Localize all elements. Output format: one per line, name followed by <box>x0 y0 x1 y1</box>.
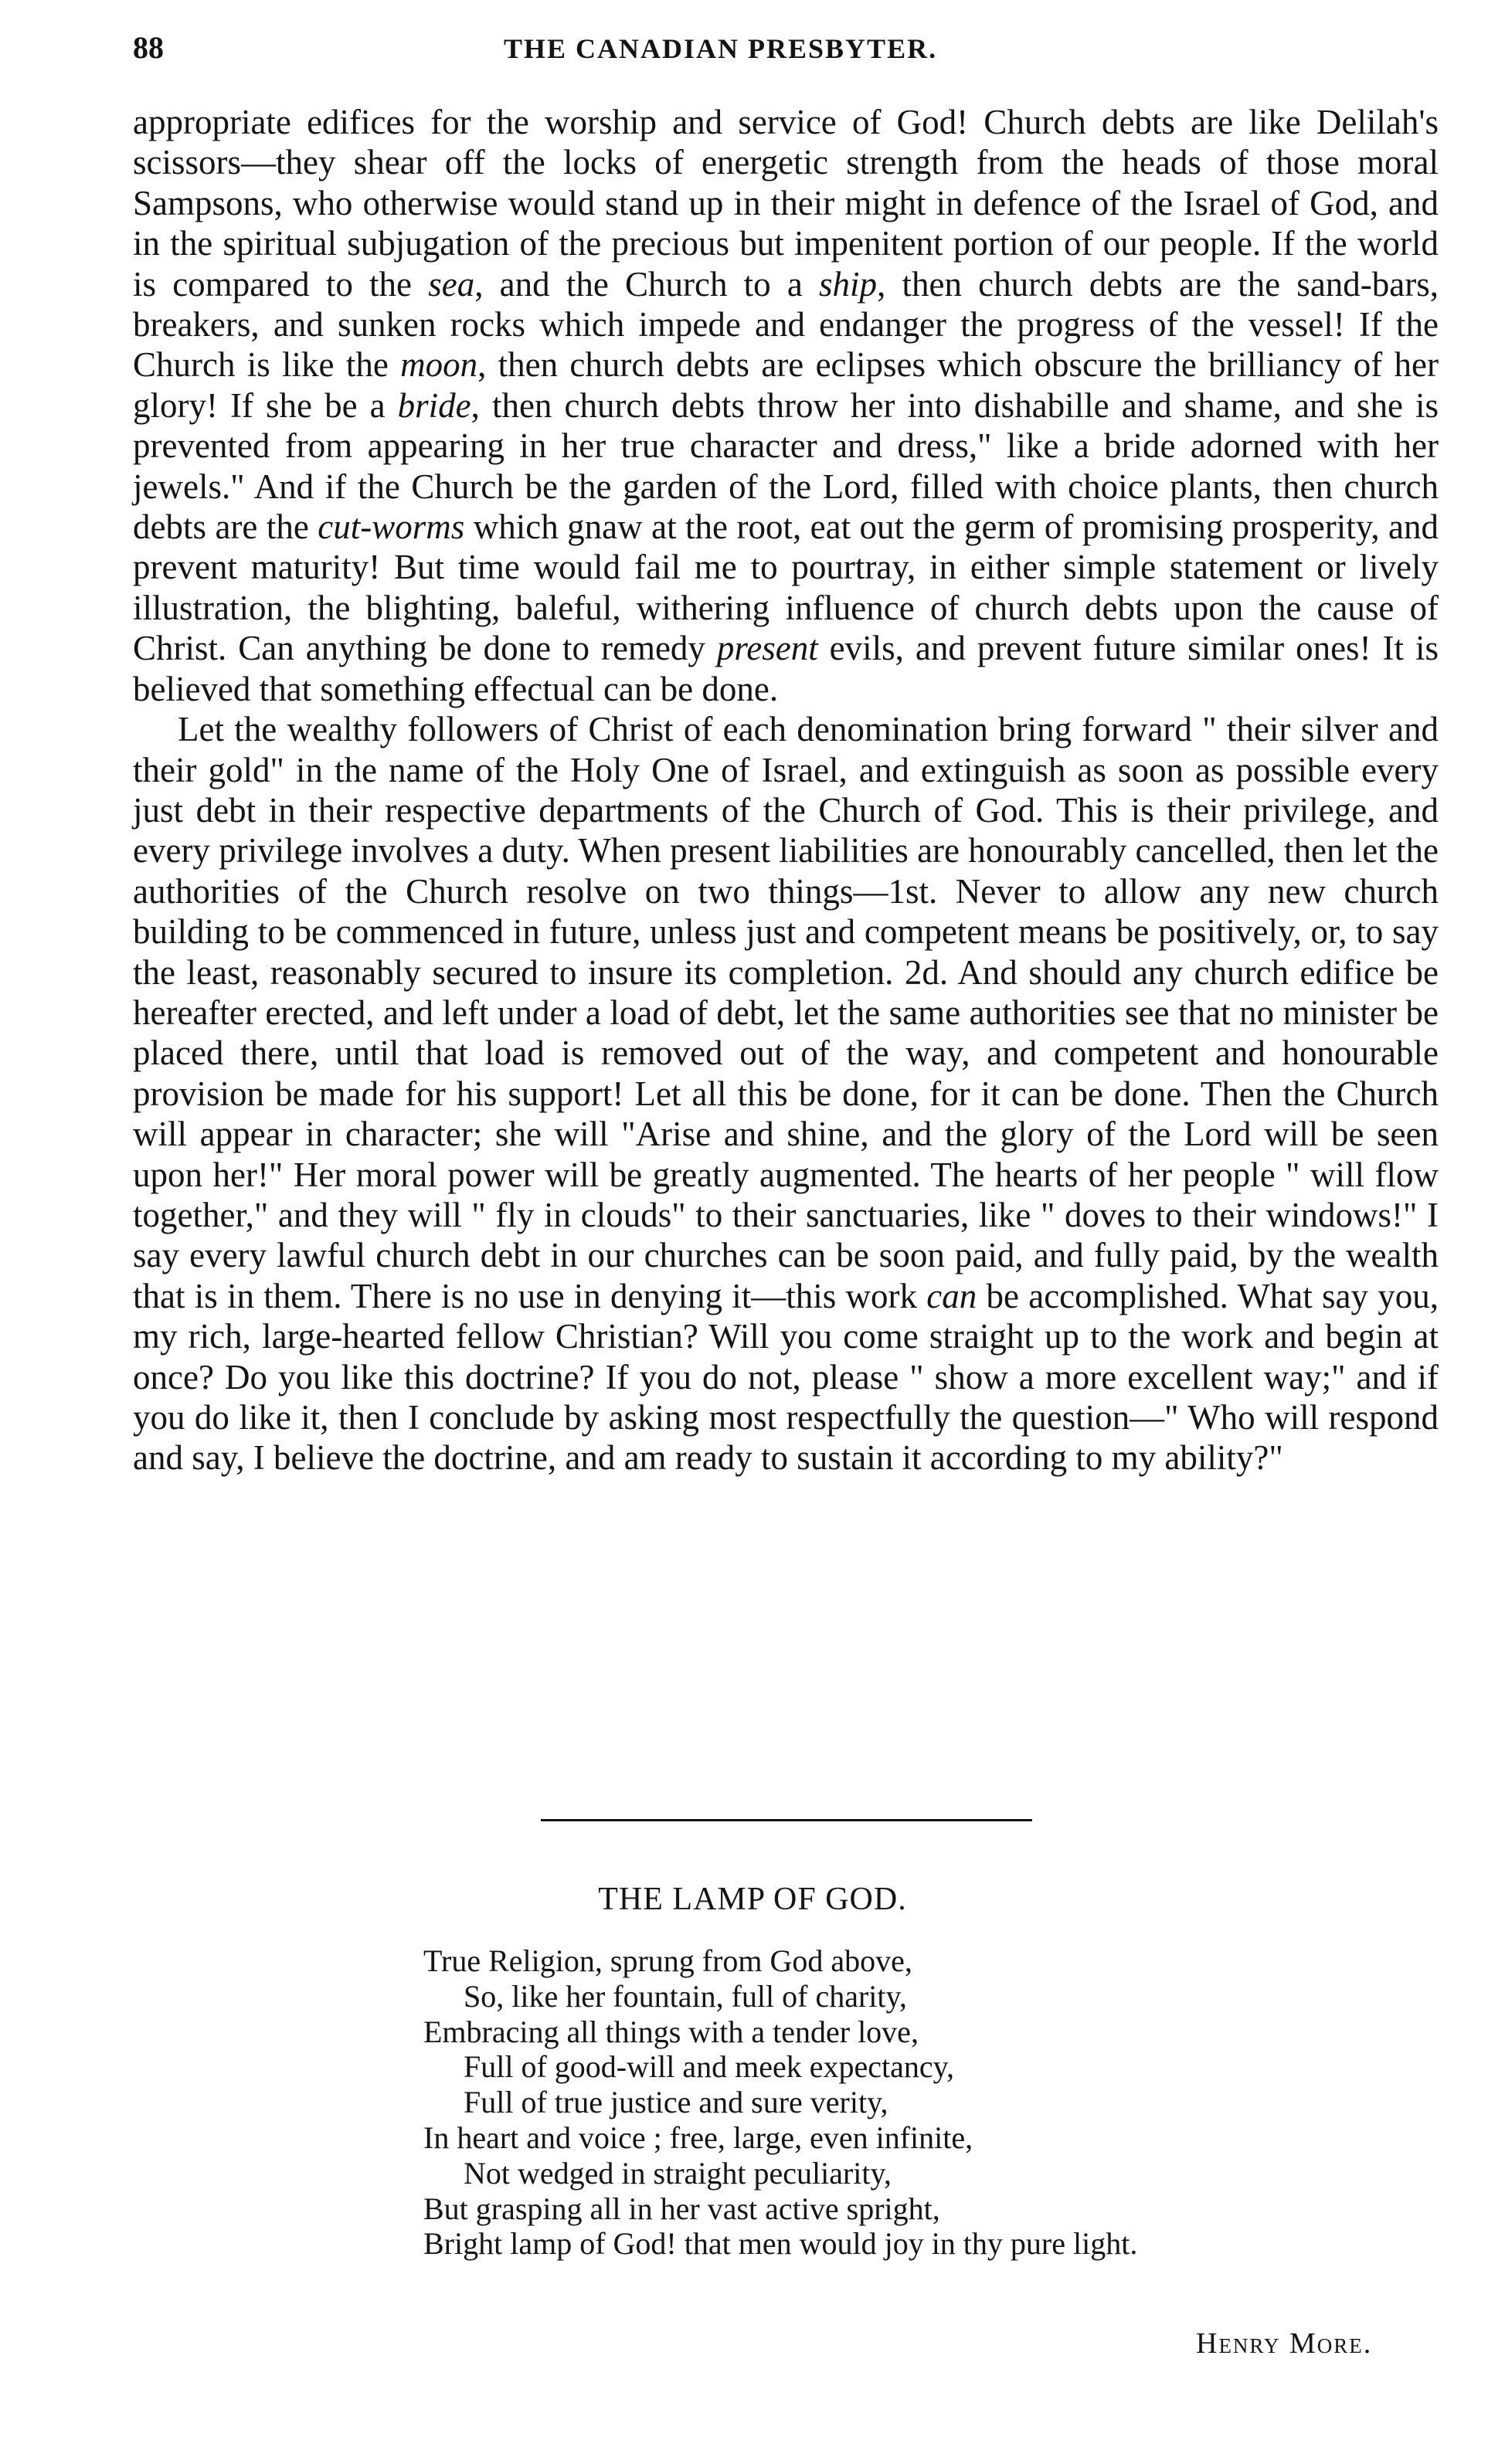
poem-line: Bright lamp of God! that men would joy in thy pure light. <box>423 2226 1138 2262</box>
text-run: evils, and prevent future similar ones! It is believed that something effectual can be done. <box>133 629 1439 708</box>
italic-phrase: moon <box>400 345 478 385</box>
italic-phrase: bride <box>397 385 471 425</box>
section-divider <box>541 1819 1032 1821</box>
poem-line: But grasping all in her vast active spright, <box>423 2191 940 2226</box>
text-run: , and the Church to a <box>474 264 820 304</box>
text-run: Let the wealthy followers of Christ of each denomination bring forward " their silver and their gold" in the name of the Holy One of Israel, and extinguish as soon as possible every just debt in their respective departments of the Church of God. This is their privilege, and every privilege involves a duty. When present liabilities are honourably cancelled, then let the authorities of the Church resolve on two things—1st. Never to allow any new church building to be commenced in future, unless just and competent means be positively, or, to say the least, reasonably secured to insure its completion. 2d. And should any church edifice be hereafter erected, and left under a load of debt, let the same authorities see that no minister be placed there, until that load is removed out of the way, and competent and honourable provision be made for his support! Let all this be done, for it can be done. Then the Church will appear in character; she will "Arise and shine, and the glory of the Lord will be seen upon her!" Her moral power will be greatly augmented. The hearts of her people " will flow together," and they will " fly in clouds" to their sanctuaries, like " doves to their windows!" I say every lawful church debt in our churches can be soon paid, and fully paid, by the wealth that is in them. There is no use in denying it—this work <box>133 710 1439 1315</box>
journal-title: THE CANADIAN PRESBYTER. <box>504 33 938 64</box>
poem-title: THE LAMP OF GOD. <box>598 1882 907 1917</box>
poem-line: So, like her fountain, full of charity, <box>464 1978 907 2014</box>
italic-phrase: can <box>926 1276 977 1315</box>
poem-line: Embracing all things with a tender love, <box>423 2014 919 2049</box>
text-run: which gnaw at the root, eat out the germ of promising prosperity, and prevent maturity! But time would fail me to pourtray, in either simple statement or lively illustration, the blighting, baleful, withering influence of church debts upon the cause of Christ. Can anything be done to remedy <box>133 507 1439 668</box>
italic-phrase: present <box>716 629 818 668</box>
italic-phrase: sea <box>428 264 475 304</box>
poem-line: Full of true justice and sure verity, <box>464 2085 888 2120</box>
running-header <box>133 29 1439 76</box>
poem-line: True Religion, sprung from God above, <box>423 1943 912 1978</box>
poem-line: Full of good-will and meek expectancy, <box>464 2049 954 2085</box>
italic-phrase: ship <box>819 264 878 304</box>
page-number: 88 <box>133 30 164 65</box>
poem-body <box>423 1943 1137 2262</box>
article-paragraph <box>133 102 1439 709</box>
italic-phrase: cut-worms <box>318 507 465 547</box>
poem-line: Not wedged in straight peculiarity, <box>464 2155 892 2191</box>
text-run: , then church debts are eclipses which obscure the brilliancy of her glory! If she be a <box>133 345 1439 425</box>
poem-line: In heart and voice ; free, large, even infinite, <box>423 2120 973 2155</box>
text-run: be accomplished. What say you, my rich, large-hearted fellow Christian? Will you come straight up to the work and begin at once? Do you like this doctrine? If you do not, please " show a more excellent way;" and if you do like it, then I conclude by asking most respectfully the question—" Who will respond and say, I believe the doctrine, and am ready to sustain it according to my ability?" <box>133 1276 1439 1478</box>
text-run: , then church debts throw her into dishabille and shame, and she is prevented from appearing in her true character and dress," like a bride adorned with her jewels." And if the Church be the garden of the Lord, filled with choice plants, then church debts are the <box>133 385 1439 547</box>
article-body <box>133 102 1439 1478</box>
text-run: appropriate edifices for the worship and service of God! Church debts are like Delilah's scissors—they shear off the locks of energetic strength from the heads of those moral Sampsons, who otherwise would stand up in their might in defence of the Israel of God, and in the spiritual subjugation of the precious but impenitent portion of our people. If the world is compared to the <box>133 103 1439 304</box>
article-paragraph <box>133 709 1439 1478</box>
text-run: , then church debts are the sand-bars, breakers, and sunken rocks which impede and endanger the progress of the vessel! If the Church is like the <box>133 264 1439 385</box>
poem-author: Henry More. <box>1196 2327 1373 2360</box>
